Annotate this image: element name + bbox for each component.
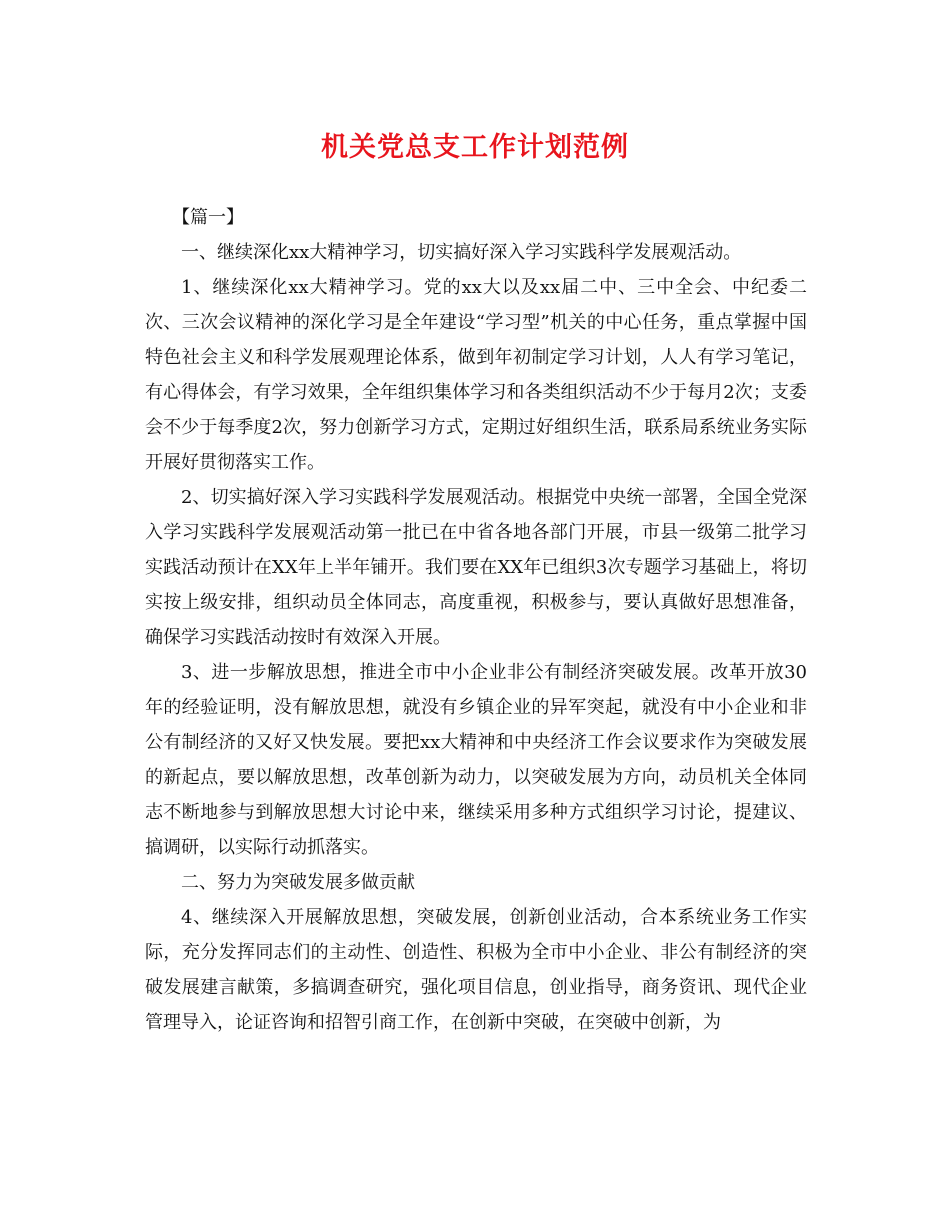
document-title: 机关党总支工作计划范例 [321,132,629,163]
paragraph-item-4: 4、继续深入开展解放思想，突破发展，创新创业活动，合本系统业务工作实际，充分发挥同志们的主动性、创造性、积极为全市中小企业、非公有制经济的突破发展建言献策，多搞调查研究，强化项目信息，创业指导，商务资讯、现代企业管理导入，论证咨询和招智引商工作，在创新中突破，在突破中创新，为 [145,907,807,1033]
document-body [145,200,807,1040]
heading-item-two: 二、努力为突破发展多做贡献 [181,872,415,893]
paragraph-item-3: 3、进一步解放思想，推进全市中小企业非公有制经济突破发展。改革开放30年的经验证明，没有解放思想，就没有乡镇企业的异军突起，就没有中小企业和非公有制经济的又好又快发展。要把xx大精神和中央经济工作会议要求作为突破发展的新起点，要以解放思想，改革创新为动力，以突破发展为方向，动员机关全体同志不断地参与到解放思想大讨论中来，继续采用多种方式组织学习讨论，提建议、搞调研，以实际行动抓落实。 [145,662,807,858]
paragraph-item-1: 1、继续深化xx大精神学习。党的xx大以及xx届二中、三中全会、中纪委二次、三次会议精神的深化学习是全年建设“学习型”机关的中心任务，重点掌握中国特色社会主义和科学发展观理论体系，做到年初制定学习计划，人人有学习笔记，有心得体会，有学习效果，全年组织集体学习和各类组织活动不少于每月2次；支委会不少于每季度2次，努力创新学习方式，定期过好组织生活，联系局系统业务实际开展好贯彻落实工作。 [145,277,807,473]
heading-item-one: 一、继续深化xx大精神学习，切实搞好深入学习实践科学发展观活动。 [181,242,742,263]
paragraph-item-2: 2、切实搞好深入学习实践科学发展观活动。根据党中央统一部署，全国全党深入学习实践科学发展观活动第一批已在中省各地各部门开展，市县一级第二批学习实践活动预计在XX年上半年铺开。我们要在XX年已组织3次专题学习基础上，将切实按上级安排，组织动员全体同志，高度重视，积极参与，要认真做好思想准备，确保学习实践活动按时有效深入开展。 [145,487,807,648]
section-heading-part-one: 【篇一】 [172,207,244,228]
